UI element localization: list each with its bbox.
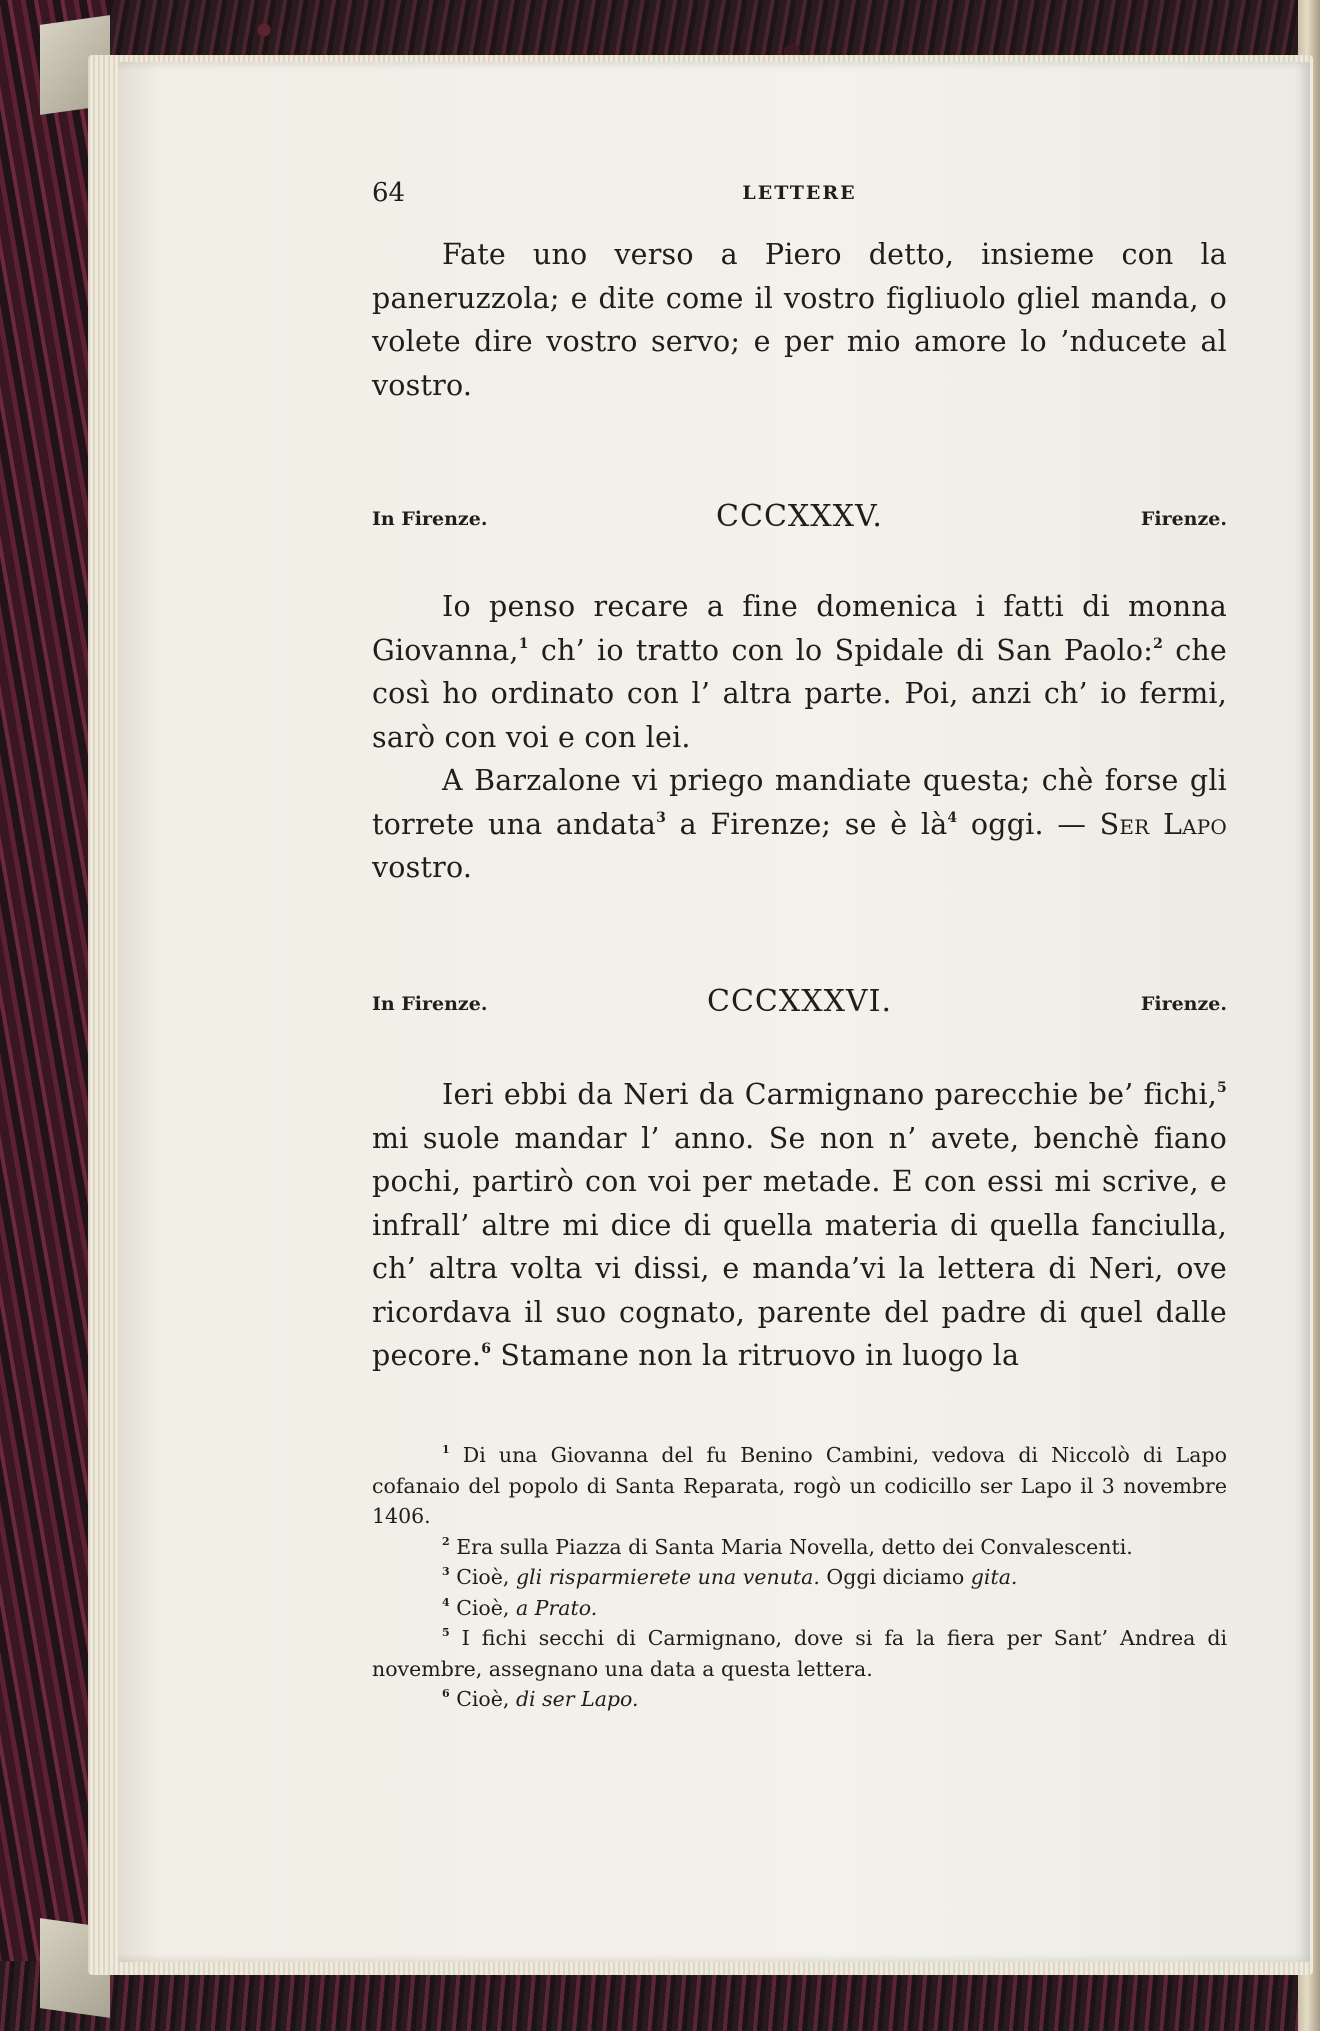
paragraph xyxy=(372,233,1227,407)
page-number: 64 xyxy=(372,178,406,208)
text-run: Stamane non la ritruovo in luogo la xyxy=(491,1339,1020,1372)
text-run: a Firenze; se è là xyxy=(666,807,948,841)
footnote-italic: gita. xyxy=(970,1565,1018,1589)
footnote-1 xyxy=(372,1440,1227,1532)
paragraph xyxy=(372,759,1227,890)
text-run: vostro. xyxy=(372,851,473,884)
footnote-6 xyxy=(372,1684,1227,1715)
footnote-4 xyxy=(372,1593,1227,1624)
footnotes xyxy=(372,1440,1227,1715)
footnote-text: Cioè, xyxy=(456,1595,516,1620)
letter-body-335 xyxy=(372,585,1227,890)
letter-number: CCCXXXVI. xyxy=(707,984,892,1019)
footnote-text: I fichi secchi di Carmignano, dove si fa la fiera per Sant’ Andrea di novembre, assegnano una data a questa lettera. xyxy=(372,1626,1227,1681)
letter-destination: Firenze. xyxy=(1140,508,1227,530)
letter-body-336 xyxy=(372,1073,1227,1378)
paragraph xyxy=(372,1073,1227,1378)
text-run: che così ho ordinato con l’ altra parte. Poi, anzi ch’ io fermi, sarò con voi e con lei. xyxy=(372,633,1228,754)
text-run: mi suole mandar l’ anno. Se non n’ avete, benchè fiano pochi, partirò con voi per metade. E con essi mi scrive, e infrall’ altre mi dice di quella materia di quella fanciulla, ch’ altra volta vi dissi, e manda’vi la lettera di Neri, ove ricordava il suo cognato, parente del padre di quel dalle pecore. xyxy=(372,1121,1227,1372)
letter-heading-336 xyxy=(372,975,1227,1019)
footnote-mark: 5 xyxy=(442,1626,450,1639)
letter-origin: In Firenze. xyxy=(372,993,488,1015)
footnote-ref[interactable]: 4 xyxy=(947,809,958,826)
text-run: Io penso recare a fine domenica i fatti di monna Giovanna, xyxy=(372,590,1227,667)
text-run: oggi. — xyxy=(957,807,1100,841)
letter-origin: In Firenze. xyxy=(372,508,488,530)
footnote-text: Era sulla Piazza di Santa Maria Novella, detto dei Convalescenti. xyxy=(456,1534,1133,1559)
footnote-ref[interactable]: 2 xyxy=(1153,635,1164,652)
footnote-text: Cioè, xyxy=(456,1687,516,1711)
footnote-italic: di ser Lapo. xyxy=(515,1687,639,1711)
footnote-text: Cioè, xyxy=(456,1565,516,1589)
running-head: LETTERE xyxy=(742,182,857,204)
previous-letter-ending xyxy=(372,233,1227,407)
footnote-ref[interactable]: 3 xyxy=(656,809,667,826)
footnote-mark: 1 xyxy=(442,1443,450,1456)
letter-destination: Firenze. xyxy=(1140,993,1227,1015)
footnote-italic: a Prato. xyxy=(515,1595,598,1620)
footnote-2 xyxy=(372,1532,1227,1563)
footnote-5 xyxy=(372,1623,1227,1684)
footnote-italic: gli risparmierete una venuta. xyxy=(515,1565,820,1589)
footnote-mark: 2 xyxy=(442,1534,450,1548)
text-run: A Barzalone vi priego mandiate questa; chè forse gli torrete una andata xyxy=(372,764,1227,841)
letter-number: CCCXXXV. xyxy=(716,499,883,534)
signature: Ser xyxy=(1099,807,1150,841)
signature: Lapo xyxy=(1162,807,1227,841)
footnote-ref[interactable]: 6 xyxy=(481,1341,492,1357)
paragraph xyxy=(372,585,1227,759)
footnote-ref[interactable]: 1 xyxy=(518,635,529,652)
paragraph-text: Fate uno verso a Piero detto, insieme con la paneruzzola; e dite come il vostro figliuolo gliel manda, o volete dire vostro servo; e per mio amore lo ’nducete al vostro. xyxy=(372,238,1227,402)
text-run: ch’ io tratto con lo Spidale di San Paolo: xyxy=(528,633,1154,667)
letter-heading-335 xyxy=(372,490,1227,534)
text-run: Ieri ebbi da Neri da Carmignano parecchie be’ fichi, xyxy=(442,1078,1218,1111)
footnote-text: Di una Giovanna del fu Benino Cambini, vedova di Niccolò di Lapo cofanaio del popolo di Santa Reparata, rogò un codicillo ser Lapo il 3 novembre 1406. xyxy=(372,1443,1227,1528)
footnote-mark: 6 xyxy=(442,1687,450,1700)
footnote-3 xyxy=(372,1562,1227,1593)
footnote-text: Oggi diciamo xyxy=(819,1565,971,1589)
footnote-mark: 3 xyxy=(442,1565,450,1578)
page-header xyxy=(372,178,1227,214)
footnote-mark: 4 xyxy=(442,1595,450,1609)
footnote-ref[interactable]: 5 xyxy=(1217,1080,1227,1096)
